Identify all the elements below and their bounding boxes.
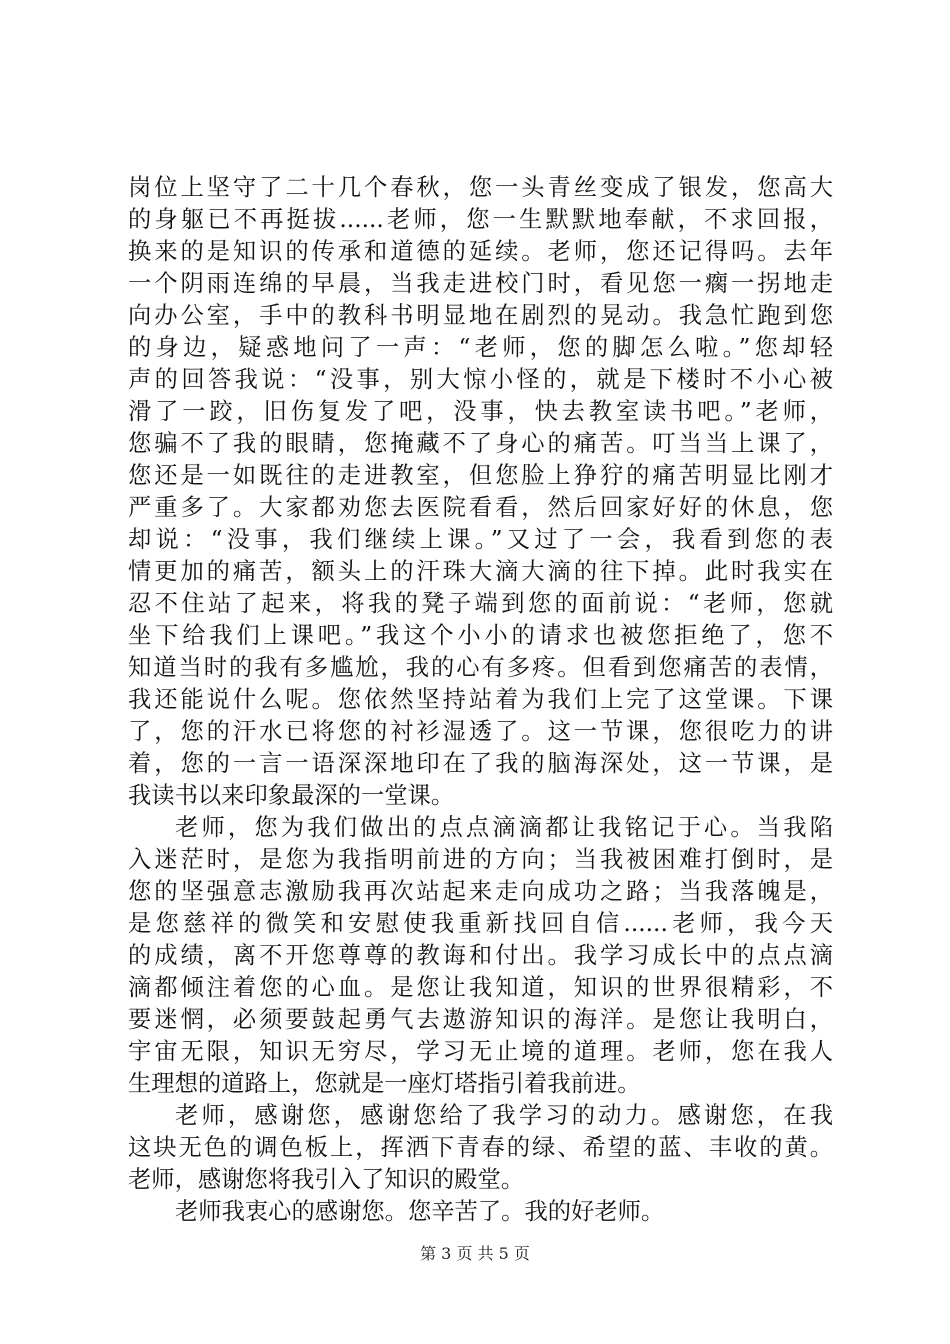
paragraph: [128, 1196, 833, 1228]
paragraph-line: 声的回答我说：“没事，别大惊小怪的，就是下楼时不小心被: [128, 366, 833, 393]
paragraph-line: 生理想的道路上，您就是一座灯塔指引着我前进。: [128, 1070, 641, 1097]
paragraph-line: 忍不住站了起来，将我的凳子端到您的面前说：“老师，您就: [128, 590, 833, 617]
paragraph: [128, 172, 833, 812]
paragraph-line: 要迷惘，必须要鼓起勇气去遨游知识的海洋。是您让我明白，: [128, 1006, 833, 1033]
document-body: [128, 172, 833, 1228]
paragraph-line: 的身边，疑惑地问了一声：“老师，您的脚怎么啦。”您却轻: [128, 334, 833, 361]
paragraph-line: 知道当时的我有多尴尬，我的心有多疼。但看到您痛苦的表情，: [128, 654, 833, 681]
paragraph-line: 岗位上坚守了二十几个春秋，您一头青丝变成了银发，您高大: [128, 174, 833, 201]
paragraph-line: 入迷茫时，是您为我指明前进的方向；当我被困难打倒时，是: [128, 846, 833, 873]
paragraph: [128, 1100, 833, 1196]
page-footer: 第 3 页 共 5 页: [420, 1244, 530, 1263]
paragraph-line: 情更加的痛苦，额头上的汗珠大滴大滴的往下掉。此时我实在: [128, 558, 833, 585]
paragraph-line: 老师我衷心的感谢您。您辛苦了。我的好老师。: [175, 1198, 665, 1225]
paragraph-line: 您还是一如既往的走进教室，但您脸上狰狞的痛苦明显比刚才: [128, 462, 833, 489]
paragraph-line: 坐下给我们上课吧。”我这个小小的请求也被您拒绝了，您不: [128, 622, 833, 649]
paragraph-line: 老师，感谢您将我引入了知识的殿堂。: [128, 1166, 525, 1193]
paragraph-line: 老师，您为我们做出的点点滴滴都让我铭记于心。当我陷: [175, 814, 833, 841]
paragraph-line: 是您慈祥的微笑和安慰使我重新找回自信......老师，我今天: [128, 910, 833, 937]
paragraph-line: 这块无色的调色板上，挥洒下青春的绿、希望的蓝、丰收的黄。: [128, 1134, 833, 1161]
paragraph-line: 宇宙无限，知识无穷尽，学习无止境的道理。老师，您在我人: [128, 1038, 833, 1065]
paragraph-line: 滴都倾注着您的心血。是您让我知道，知识的世界很精彩，不: [128, 974, 833, 1001]
paragraph-line: 一个阴雨连绵的早晨，当我走进校门时，看见您一瘸一拐地走: [128, 270, 833, 297]
paragraph-line: 换来的是知识的传承和道德的延续。老师，您还记得吗。去年: [128, 238, 833, 265]
paragraph-line: 我还能说什么呢。您依然坚持站着为我们上完了这堂课。下课: [128, 686, 833, 713]
paragraph-line: 的身躯已不再挺拔......老师，您一生默默地奉献，不求回报，: [128, 206, 833, 233]
paragraph-line: 严重多了。大家都劝您去医院看看，然后回家好好的休息，您: [128, 494, 833, 521]
paragraph-line: 的成绩，离不开您尊尊的教诲和付出。我学习成长中的点点滴: [128, 942, 833, 969]
paragraph: [128, 812, 833, 1100]
paragraph-line: 您骗不了我的眼睛，您掩藏不了身心的痛苦。叮当当上课了，: [128, 430, 833, 457]
paragraph-line: 了，您的汗水已将您的衬衫湿透了。这一节课，您很吃力的讲: [128, 718, 833, 745]
paragraph-line: 向办公室，手中的教科书明显地在剧烈的晃动。我急忙跑到您: [128, 302, 833, 329]
paragraph-line: 滑了一跤，旧伤复发了吧，没事，快去教室读书吧。”老师，: [128, 398, 833, 425]
paragraph-line: 却说：“没事，我们继续上课。”又过了一会，我看到您的表: [128, 526, 833, 553]
paragraph-line: 我读书以来印象最深的一堂课。: [128, 782, 455, 809]
paragraph-line: 您的坚强意志激励我再次站起来走向成功之路；当我落魄是，: [128, 878, 833, 905]
paragraph-line: 老师，感谢您，感谢您给了我学习的动力。感谢您，在我: [175, 1102, 833, 1129]
paragraph-line: 着，您的一言一语深深地印在了我的脑海深处，这一节课，是: [128, 750, 833, 777]
